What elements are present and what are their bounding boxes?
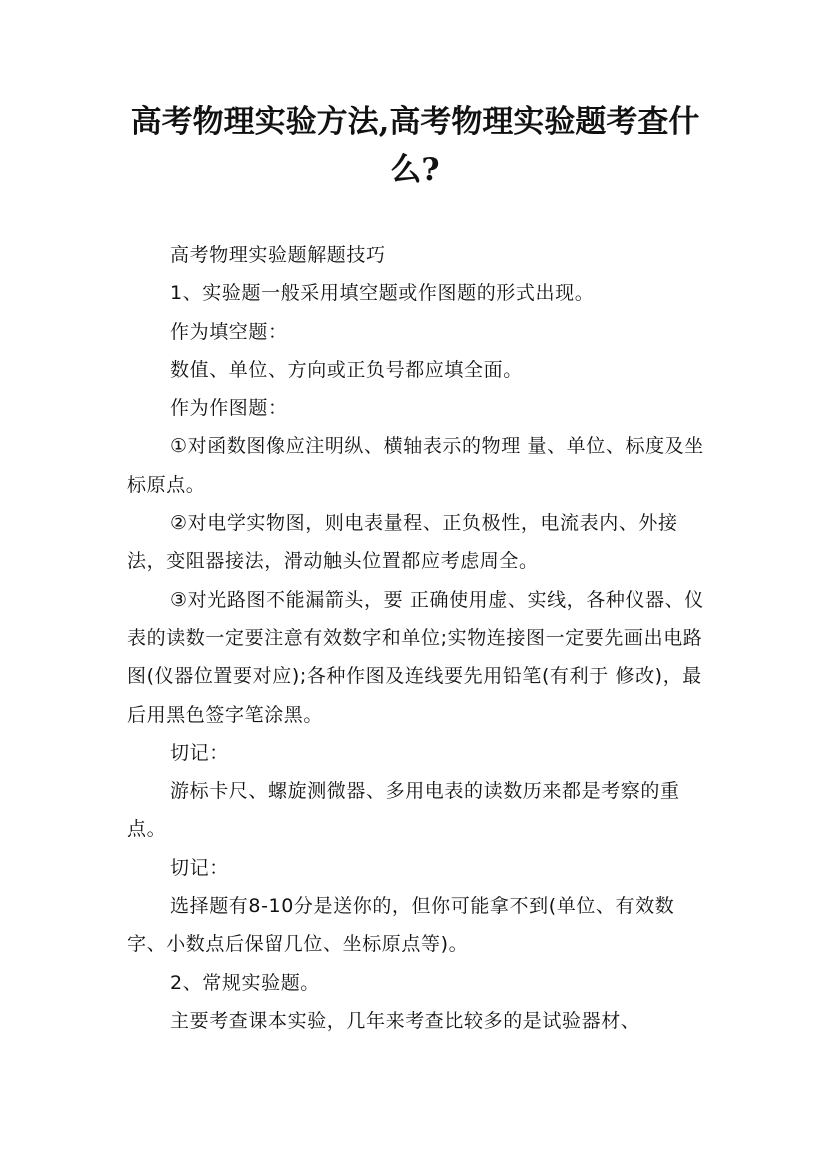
paragraph-point-2: 2、常规实验题。 <box>170 971 320 994</box>
paragraph-graph-rule: ①对函数图像应注明纵、横轴表示的物理 量、单位、标度及坐标原点。 <box>127 435 704 496</box>
paragraph-choice-rule: 选择题有8-10分是送你的，但你可能拿不到(单位、有效数字、小数点后保留几位、坐标原点等)。 <box>127 895 675 956</box>
document-title: 高考物理实验方法,高考物理实验题考查什么? <box>130 104 700 188</box>
paragraph-fill-blank: 作为填空题： <box>170 320 288 343</box>
paragraph-heading: 高考物理实验题解题技巧 <box>170 244 386 266</box>
paragraph-drawing: 作为作图题： <box>170 397 288 420</box>
paragraph-reading-rule: 游标卡尺、螺旋测微器、多用电表的读数历来都是考察的重点。 <box>127 780 680 841</box>
document-body <box>127 236 709 1040</box>
paragraph-remember-1: 切记： <box>170 741 229 764</box>
paragraph-textbook-experiments: 主要考查课本实验，几年来考查比较多的是试验器材、 <box>170 1009 641 1032</box>
paragraph-fill-blank-rule: 数值、单位、方向或正负号都应填全面。 <box>170 358 523 381</box>
paragraph-circuit-rule: ②对电学实物图，则电表量程、正负极性，电流表内、外接法，变阻器接法，滑动触头位置都应考虑周全。 <box>127 512 678 573</box>
paragraph-optics-rule: ③对光路图不能漏箭头，要 正确使用虚、实线，各种仪器、仪表的读数一定要注意有效数字和单位;实物连接图一定要先画出电路图(仪器位置要对应);各种作图及连线要先用铅笔(有利于 修改)，最后用黑色签字笔涂黑。 <box>127 588 704 726</box>
paragraph-point-1: 1、实验题一般采用填空题或作图题的形式出现。 <box>170 282 595 305</box>
paragraph-remember-2: 切记： <box>170 856 229 879</box>
